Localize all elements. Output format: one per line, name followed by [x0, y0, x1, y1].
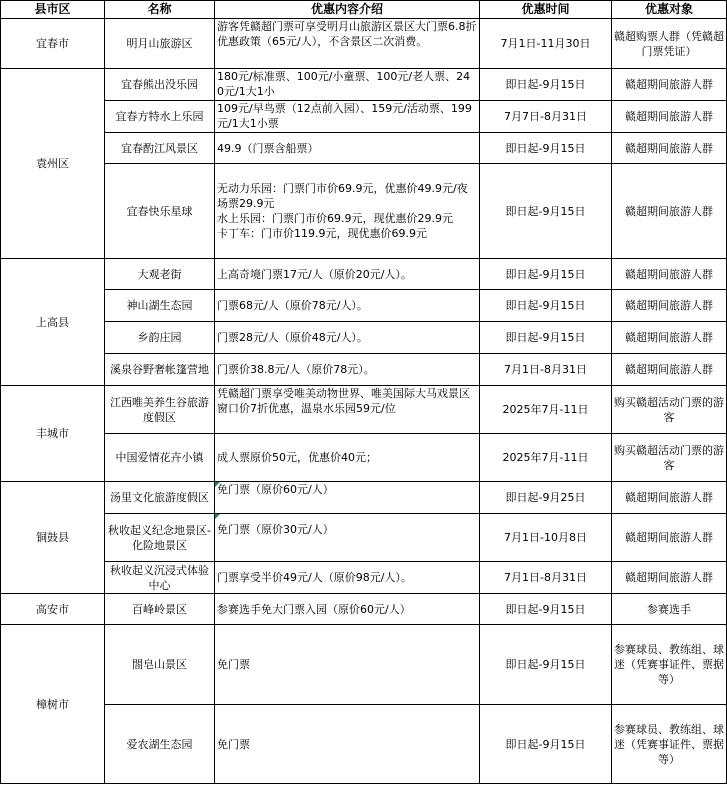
- content-cell: 49.9（门票含船票）: [215, 133, 480, 164]
- name-cell: 秋收起义沉浸式体验中心: [105, 562, 215, 594]
- table-row: [1, 19, 727, 69]
- table-row: [1, 482, 727, 514]
- content-cell: 参赛选手免大门票入园（原价60元/人）: [215, 594, 480, 625]
- target-cell: 购买赣超活动门票的游客: [612, 434, 727, 482]
- name-cell: 宜春酌江风景区: [105, 133, 215, 164]
- name-cell: 汤里文化旅游度假区: [105, 482, 215, 514]
- time-cell: 即日起-9月15日: [480, 322, 612, 354]
- time-cell: 7月1日-10月8日: [480, 514, 612, 562]
- table-row: [1, 705, 727, 784]
- target-cell: 赣超期间旅游人群: [612, 482, 727, 514]
- target-cell: 购买赣超活动门票的游客: [612, 386, 727, 434]
- table-row: [1, 386, 727, 434]
- name-cell: 宜春快乐星球: [105, 164, 215, 259]
- name-cell: 乡韵庄园: [105, 322, 215, 354]
- content-cell: 成人票原价50元，优惠价40元；: [215, 434, 480, 482]
- content-cell: 109元/早鸟票（12点前入园）、159元/活动票、199元/1大1小票: [215, 101, 480, 133]
- content-cell: 180元/标准票、100元/小童票、100元/老人票、240元/1大1小: [215, 69, 480, 101]
- time-cell: 2025年7月-11日: [480, 434, 612, 482]
- name-cell: 大观老街: [105, 259, 215, 290]
- target-cell: 赣超期间旅游人群: [612, 322, 727, 354]
- content-cell: 免门票（原价30元/人）: [215, 514, 480, 562]
- county-cell: 丰城市: [1, 386, 105, 482]
- time-cell: 7月1日-8月31日: [480, 354, 612, 386]
- name-cell: 神山湖生态园: [105, 290, 215, 322]
- target-cell: 赣超期间旅游人群: [612, 133, 727, 164]
- content-cell: 门票68元/人（原价78元/人）。: [215, 290, 480, 322]
- target-cell: 赣超购票人群（凭赣超门票凭证）: [612, 19, 727, 69]
- time-cell: 即日起-9月15日: [480, 133, 612, 164]
- time-cell: 7月7日-8月31日: [480, 101, 612, 133]
- target-cell: 赣超期间旅游人群: [612, 514, 727, 562]
- time-cell: 即日起-9月25日: [480, 482, 612, 514]
- time-cell: 即日起-9月15日: [480, 625, 612, 705]
- table-row: [1, 133, 727, 164]
- target-cell: 赣超期间旅游人群: [612, 290, 727, 322]
- name-cell: 江西唯美养生谷旅游度假区: [105, 386, 215, 434]
- name-cell: 百峰岭景区: [105, 594, 215, 625]
- content-cell: 门票价38.8元/人（原价78元）。: [215, 354, 480, 386]
- name-cell: 宜春方特水上乐园: [105, 101, 215, 133]
- time-cell: 即日起-9月15日: [480, 164, 612, 259]
- table-row: [1, 514, 727, 562]
- county-cell: 铜鼓县: [1, 482, 105, 594]
- target-cell: 赣超期间旅游人群: [612, 101, 727, 133]
- target-cell: 参赛球员、教练组、球迷（凭赛事证件、票据等）: [612, 625, 727, 705]
- table-row: [1, 354, 727, 386]
- header-name: 名称: [105, 1, 215, 19]
- header-target: 优惠对象: [612, 1, 727, 19]
- time-cell: 2025年7月-11日: [480, 386, 612, 434]
- county-cell: 宜春市: [1, 19, 105, 69]
- time-cell: 即日起-9月15日: [480, 594, 612, 625]
- table-row: [1, 562, 727, 594]
- content-cell: 门票享受半价49元/人（原价98元/人）。: [215, 562, 480, 594]
- content-cell: 游客凭赣超门票可享受明月山旅游区景区大门票6.8折优惠政策（65元/人），不含景区二次消费。: [215, 19, 480, 69]
- time-cell: 即日起-9月15日: [480, 290, 612, 322]
- header-row: [1, 1, 727, 19]
- table-row: [1, 625, 727, 705]
- content-cell: 免门票: [215, 705, 480, 784]
- county-cell: 樟树市: [1, 625, 105, 784]
- target-cell: 赣超期间旅游人群: [612, 69, 727, 101]
- content-cell: 免门票: [215, 625, 480, 705]
- content-cell: 上高奇境门票17元/人（原价20元/人）。: [215, 259, 480, 290]
- table-row: [1, 259, 727, 290]
- time-cell: 即日起-9月15日: [480, 259, 612, 290]
- content-cell: 门票28元/人（原价48元/人）。: [215, 322, 480, 354]
- header-content: 优惠内容介绍: [215, 1, 480, 19]
- table-row: [1, 594, 727, 625]
- name-cell: 秋收起义纪念地景区-化险地景区: [105, 514, 215, 562]
- name-cell: 中国爱情花卉小镇: [105, 434, 215, 482]
- content-cell: 免门票（原价60元/人）: [215, 482, 480, 514]
- county-cell: 上高县: [1, 259, 105, 386]
- name-cell: 溪泉谷野奢帐篷营地: [105, 354, 215, 386]
- table-row: [1, 322, 727, 354]
- table-row: [1, 434, 727, 482]
- name-cell: 爱农湖生态园: [105, 705, 215, 784]
- target-cell: 赣超期间旅游人群: [612, 164, 727, 259]
- header-time: 优惠时间: [480, 1, 612, 19]
- table-row: [1, 101, 727, 133]
- header-county: 县市区: [1, 1, 105, 19]
- content-cell: 无动力乐园：门票门市价69.9元，优惠价49.9元/夜场票29.9元 水上乐园：门票门市价69.9元，现优惠价29.9元 卡丁车：门市价119.9元，现优惠价69.9元: [215, 164, 480, 259]
- target-cell: 赣超期间旅游人群: [612, 562, 727, 594]
- target-cell: 赣超期间旅游人群: [612, 354, 727, 386]
- time-cell: 7月1日-8月31日: [480, 562, 612, 594]
- table-row: [1, 290, 727, 322]
- county-cell: 高安市: [1, 594, 105, 625]
- time-cell: 7月1日-11月30日: [480, 19, 612, 69]
- name-cell: 閤皂山景区: [105, 625, 215, 705]
- county-cell: 袁州区: [1, 69, 105, 259]
- time-cell: 即日起-9月15日: [480, 69, 612, 101]
- target-cell: 赣超期间旅游人群: [612, 259, 727, 290]
- target-cell: 参赛球员、教练组、球迷（凭赛事证件、票据等）: [612, 705, 727, 784]
- name-cell: 宜春熊出没乐园: [105, 69, 215, 101]
- target-cell: 参赛选手: [612, 594, 727, 625]
- table-row: [1, 69, 727, 101]
- name-cell: 明月山旅游区: [105, 19, 215, 69]
- table-row: [1, 164, 727, 259]
- time-cell: 即日起-9月15日: [480, 705, 612, 784]
- content-cell: 凭赣超门票享受唯美动物世界、唯美国际大马戏景区窗口价7折优惠，温泉水乐园59元/位: [215, 386, 480, 434]
